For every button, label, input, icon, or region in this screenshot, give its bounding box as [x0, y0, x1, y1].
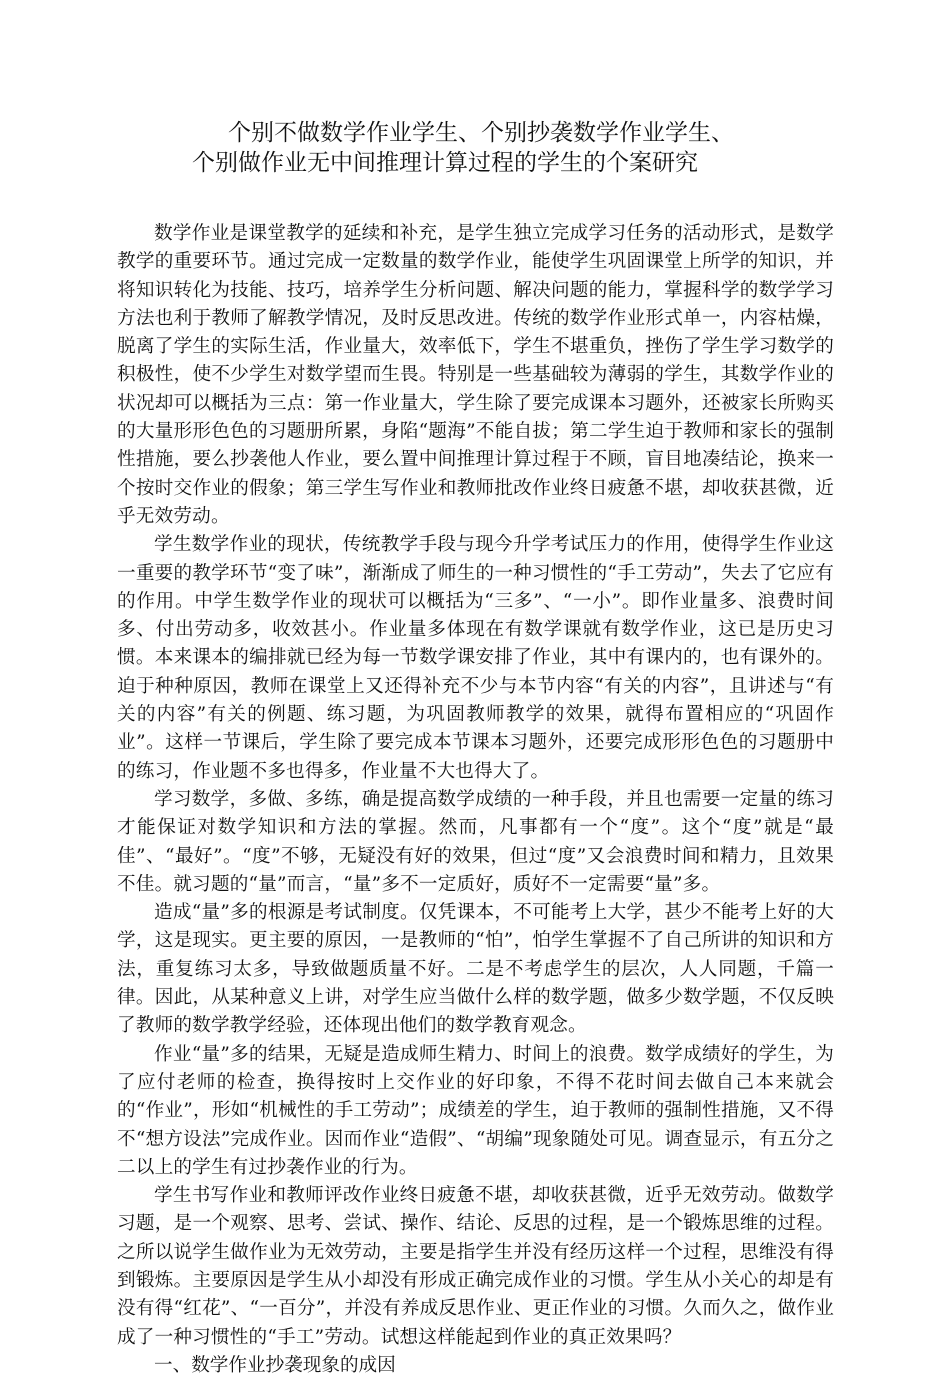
paragraph-1: 数学作业是课堂教学的延续和补充，是学生独立完成学习任务的活动形式，是数学教学的重要环节。通过完成一定数量的数学作业，能使学生巩固课堂上所学的知识，并将知识转化为技能、技巧，培养学生分析问题、解决问题的能力，掌握科学的数学学习方法也利于教师了解教学情况，及时反思改进。传统的数学作业形式单一，内容枯燥，脱离了学生的实际生活，作业量大，效率低下，学生不堪重负，挫伤了学生学习数学的积极性，使不少学生对数学望而生畏。特别是一些基础较为薄弱的学生，其数学作业的状况却可以概括为三点：第一作业量大，学生除了要完成课本习题外，还被家长所购买的大量形形色色的习题册所累，身陷“题海”不能自拔；第二学生迫于教师和家长的强制性措施，要么抄袭他人作业，要么置中间推理计算过程于不顾，盲目地凑结论，换来一个按时交作业的假象；第三学生写作业和教师批改作业终日疲惫不堪，却收获甚微，近乎无效劳动。 [117, 223, 834, 527]
title-line-1: 个别不做数学作业学生、个别抄袭数学作业学生、 [228, 120, 734, 146]
paragraph-5: 作业“量”多的结果，无疑是造成师生精力、时间上的浪费。数学成绩好的学生，为了应付老师的检查，换得按时上交作业的好印象，不得不花时间去做自己本来就会的“作业”，形如“机械性的手工劳动”；成绩差的学生，迫于教师的强制性措施，又不得不“想方设法”完成作业。因而作业“造假”、“胡编”现象随处可见。调查显示，有五分之二以上的学生有过抄袭作业的行为。 [117, 1043, 834, 1178]
paragraph-4: 造成“量”多的根源是考试制度。仅凭课本，不可能考上大学，甚少不能考上好的大学，这是现实。更主要的原因，一是教师的“怕”，怕学生掌握不了自己所讲的知识和方法，重复练习太多，导致做题质量不好。二是不考虑学生的层次，人人同题，千篇一律。因此，从某种意义上讲，对学生应当做什么样的数学题，做多少数学题，不仅反映了教师的数学教学经验，还体现出他们的数学教育观念。 [117, 902, 834, 1037]
title-line-2: 个别做作业无中间推理计算过程的学生的个案研究 [192, 150, 698, 176]
document-body [117, 220, 834, 1380]
section-heading: 一、数学作业抄袭现象的成因 [154, 1354, 396, 1376]
document-title [150, 118, 850, 178]
paragraph-6: 学生书写作业和教师评改作业终日疲惫不堪，却收获甚微，近乎无效劳动。做数学习题，是一个观察、思考、尝试、操作、结论、反思的过程，是一个锻炼思维的过程。之所以说学生做作业为无效劳动，主要是指学生并没有经历这样一个过程，思维没有得到锻炼。主要原因是学生从小却没有形成正确完成作业的习惯。学生从小关心的却是有没有得“红花”、“一百分”，并没有养成反思作业、更正作业的习惯。久而久之，做作业成了一种习惯性的“手工”劳动。试想这样能起到作业的真正效果吗？ [117, 1185, 834, 1348]
paragraph-2: 学生数学作业的现状，传统教学手段与现今升学考试压力的作用，使得学生作业这一重要的教学环节“变了味”，渐渐成了师生的一种习惯性的“手工劳动”，失去了它应有的作用。中学生数学作业的现状可以概括为“三多”、“一小”。即作业量多、浪费时间多、付出劳动多，收效甚小。作业量多体现在有数学课就有数学作业，这已是历史习惯。本来课本的编排就已经为每一节数学课安排了作业，其中有课内的，也有课外的。迫于种种原因，教师在课堂上又还得补充不少与本节内容“有关的内容”，且讲述与“有关的内容”有关的例题、练习题，为巩固教师教学的效果，就得布置相应的“巩固作业”。这样一节课后，学生除了要完成本节课本习题外，还要完成形形色色的习题册中的练习，作业题不多也得多，作业量不大也得大了。 [117, 534, 834, 782]
paragraph-3: 学习数学，多做、多练，确是提高数学成绩的一种手段，并且也需要一定量的练习才能保证对数学知识和方法的掌握。然而，凡事都有一个“度”。这个“度”就是“最佳”、“最好”。“度”不够，无疑没有好的效果，但过“度”又会浪费时间和精力，且效果不佳。就习题的“量”而言，“量”多不一定质好，质好不一定需要“量”多。 [117, 788, 834, 895]
